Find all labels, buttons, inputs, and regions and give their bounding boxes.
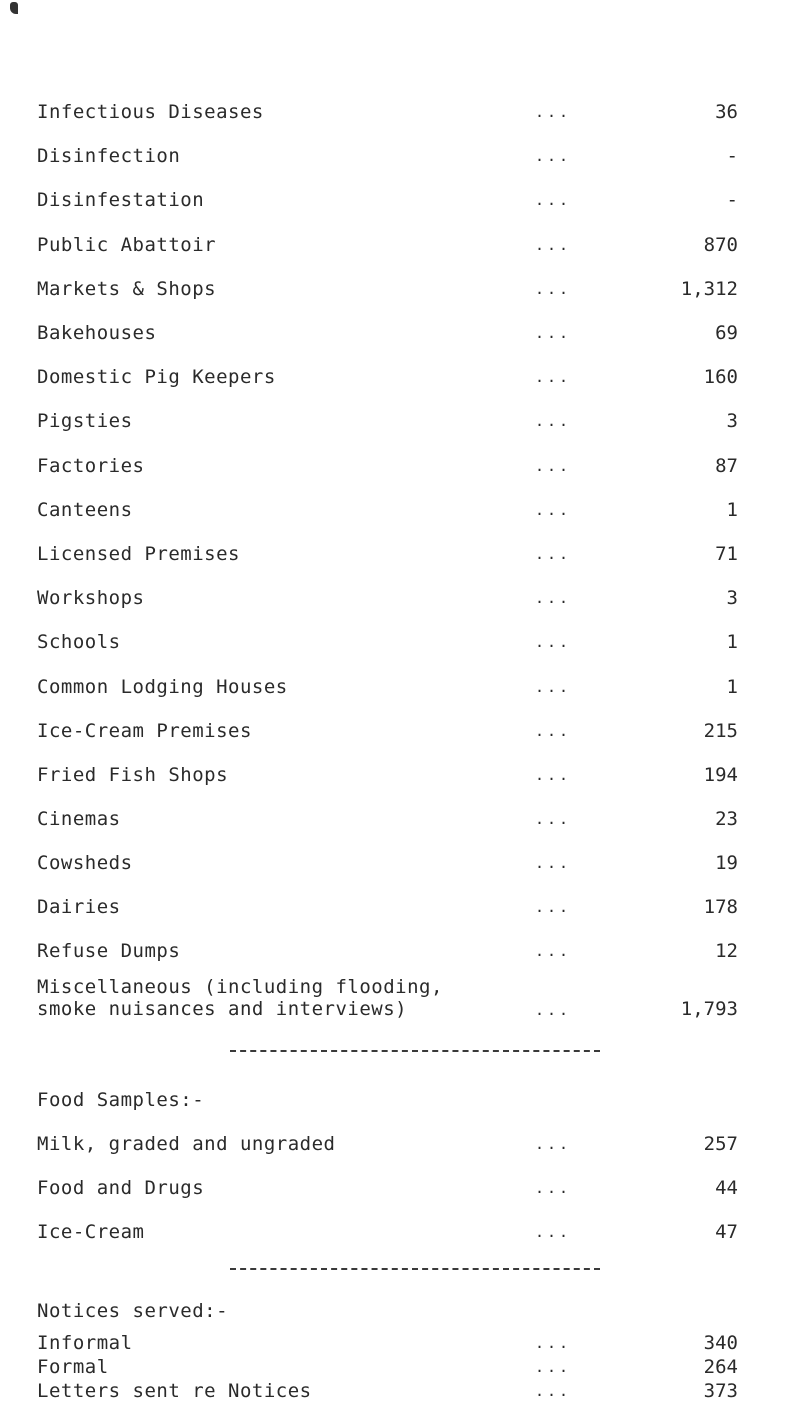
leader-dots: ...: [535, 766, 572, 784]
leader-dots: ...: [535, 236, 572, 254]
leader-dots: ...: [535, 368, 572, 386]
row-value: 257: [703, 1133, 738, 1155]
section-heading: Food Samples:-: [37, 1089, 205, 1111]
inspection-row: [0, 720, 801, 746]
inspection-row: [0, 764, 801, 790]
leader-dots: ...: [535, 1223, 572, 1241]
inspection-row: [0, 896, 801, 922]
food-sample-row: [0, 1133, 801, 1159]
row-value: 870: [703, 234, 738, 256]
leader-dots: ...: [535, 810, 572, 828]
inspection-row: [0, 587, 801, 613]
row-label: Fried Fish Shops: [37, 764, 229, 786]
row-label: Workshops: [37, 587, 145, 609]
row-value: -: [726, 189, 738, 211]
ink-mark: [10, 2, 18, 14]
row-value: 1: [726, 631, 738, 653]
row-label: Formal: [37, 1356, 109, 1378]
row-value: 1: [726, 499, 738, 521]
row-value: 264: [703, 1356, 738, 1378]
row-label: Canteens: [37, 499, 133, 521]
row-label: Common Lodging Houses: [37, 676, 288, 698]
leader-dots: ...: [535, 324, 572, 342]
leader-dots: ...: [535, 412, 572, 430]
row-value: 87: [715, 455, 738, 477]
row-value: 160: [703, 366, 738, 388]
row-value: 1,793: [680, 998, 738, 1020]
leader-dots: ...: [535, 1334, 572, 1352]
row-label: Disinfection: [37, 145, 181, 167]
leader-dots: ...: [535, 280, 572, 298]
row-value: 36: [715, 101, 738, 123]
row-value: 71: [715, 543, 738, 565]
leader-dots: ...: [535, 898, 572, 916]
leader-dots: ...: [535, 103, 572, 121]
row-label: Dairies: [37, 896, 121, 918]
inspection-row: [0, 234, 801, 260]
row-value: 340: [703, 1332, 738, 1354]
notice-row: [0, 1356, 801, 1382]
leader-dots: ...: [535, 854, 572, 872]
leader-dots: ...: [535, 1358, 572, 1376]
inspection-row: [0, 940, 801, 966]
row-label: Domestic Pig Keepers: [37, 366, 276, 388]
inspection-row: [0, 410, 801, 436]
row-value: 23: [715, 808, 738, 830]
leader-dots: ...: [535, 545, 572, 563]
leader-dots: ...: [535, 942, 572, 960]
row-label: Licensed Premises: [37, 543, 240, 565]
inspection-row: [0, 145, 801, 171]
inspection-row: [0, 322, 801, 348]
leader-dots: ...: [535, 1179, 572, 1197]
leader-dots: ...: [535, 147, 572, 165]
inspection-row: [0, 455, 801, 481]
leader-dots: ...: [535, 191, 572, 209]
section-divider: [230, 1268, 600, 1270]
row-label: Public Abattoir: [37, 234, 217, 256]
row-value: 3: [726, 587, 738, 609]
row-value: 3: [726, 410, 738, 432]
row-value: 69: [715, 322, 738, 344]
row-label: Factories: [37, 455, 145, 477]
notice-row: [0, 1380, 801, 1406]
row-label: Informal: [37, 1332, 133, 1354]
leader-dots: ...: [535, 501, 572, 519]
inspection-row: [0, 852, 801, 878]
leader-dots: ...: [535, 1382, 572, 1400]
row-value: 19: [715, 852, 738, 874]
row-value: 178: [703, 896, 738, 918]
food-sample-row: [0, 1177, 801, 1203]
row-value: 47: [715, 1221, 738, 1243]
leader-dots: ...: [535, 457, 572, 475]
inspection-row: [0, 366, 801, 392]
inspection-row: [0, 499, 801, 525]
row-label: Milk, graded and ungraded: [37, 1133, 336, 1155]
misc-label-line2: smoke nuisances and interviews): [37, 998, 408, 1020]
inspection-row: [0, 808, 801, 834]
leader-dots: ...: [535, 678, 572, 696]
row-value: 1,312: [680, 278, 738, 300]
row-value: 373: [703, 1380, 738, 1402]
leader-dots: ...: [535, 633, 572, 651]
row-label: Food and Drugs: [37, 1177, 205, 1199]
inspection-row: [0, 543, 801, 569]
row-label: Ice-Cream Premises: [37, 720, 252, 742]
inspection-row: [0, 278, 801, 304]
row-label: Markets & Shops: [37, 278, 217, 300]
row-label: Cinemas: [37, 808, 121, 830]
miscellaneous-row: [0, 976, 801, 1026]
row-label: Cowsheds: [37, 852, 133, 874]
inspection-row: [0, 631, 801, 657]
inspection-row: [0, 676, 801, 702]
row-value: 44: [715, 1177, 738, 1199]
row-label: Pigsties: [37, 410, 133, 432]
leader-dots: ...: [535, 1135, 572, 1153]
row-value: 194: [703, 764, 738, 786]
row-value: 215: [703, 720, 738, 742]
leader-dots: ...: [535, 589, 572, 607]
food-sample-row: [0, 1221, 801, 1247]
section-heading: Notices served:-: [37, 1300, 229, 1322]
row-label: Letters sent re Notices: [37, 1380, 312, 1402]
row-label: Ice-Cream: [37, 1221, 145, 1243]
row-value: -: [726, 145, 738, 167]
row-label: Refuse Dumps: [37, 940, 181, 962]
row-label: Disinfestation: [37, 189, 205, 211]
section-divider: [230, 1050, 600, 1052]
inspection-row: [0, 189, 801, 215]
row-label: Bakehouses: [37, 322, 157, 344]
row-label: Schools: [37, 631, 121, 653]
notice-row: [0, 1332, 801, 1358]
row-label: Infectious Diseases: [37, 101, 264, 123]
row-value: 12: [715, 940, 738, 962]
leader-dots: ...: [535, 1001, 572, 1019]
inspection-row: [0, 101, 801, 127]
row-value: 1: [726, 676, 738, 698]
misc-label-line1: Miscellaneous (including flooding,: [37, 976, 443, 998]
leader-dots: ...: [535, 722, 572, 740]
